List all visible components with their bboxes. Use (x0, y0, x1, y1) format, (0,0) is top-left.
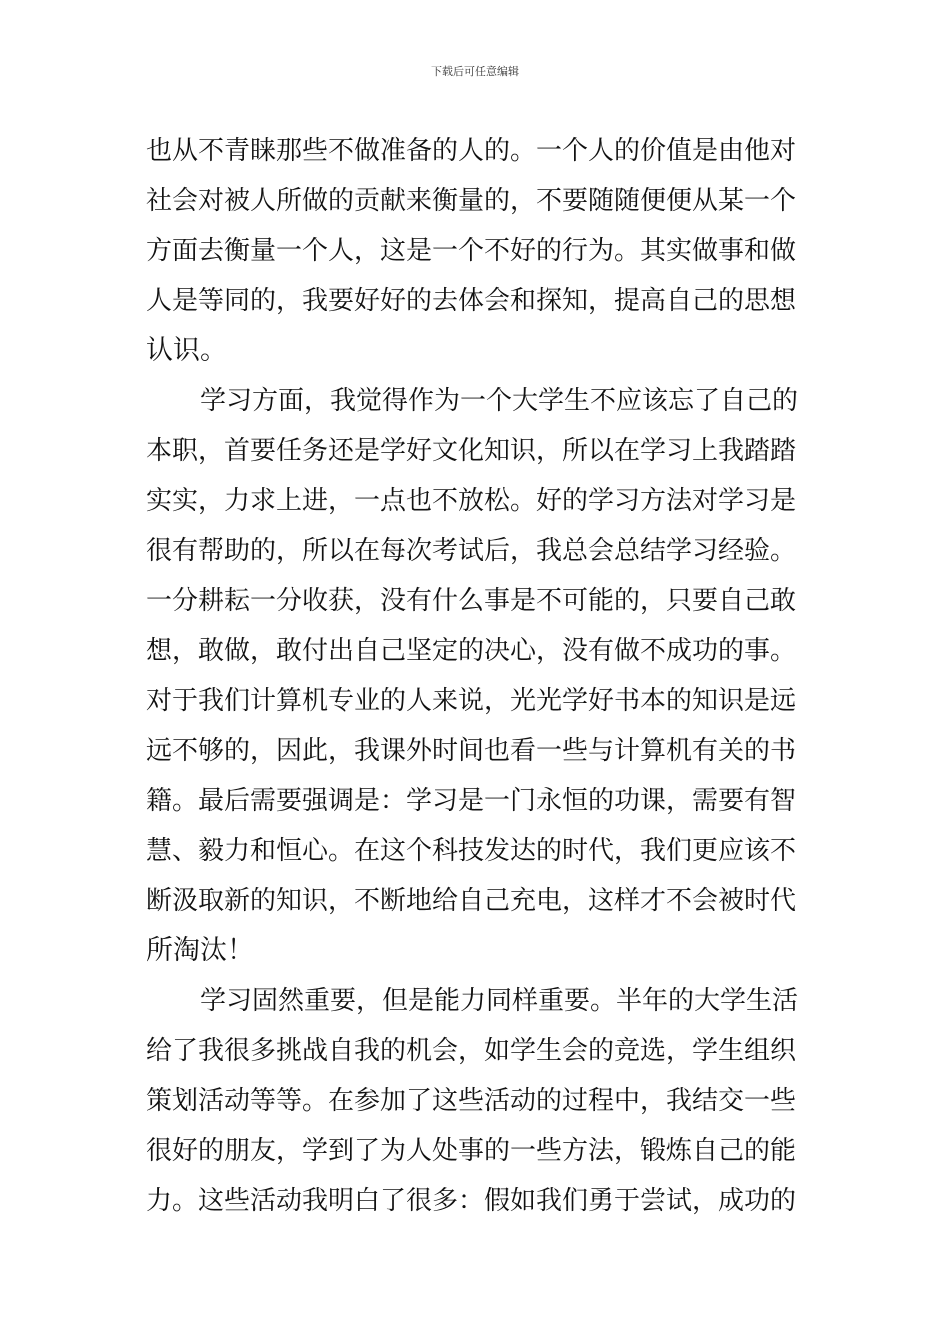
page-header: 下载后可任意编辑 (431, 65, 519, 78)
text-line: 认识。 (146, 335, 227, 366)
text-line: 对于我们计算机专业的人来说，光光学好书本的知识是远 (146, 686, 797, 716)
text-line: 方面去衡量一个人，这是一个不好的行为。其实做事和做 (146, 236, 797, 266)
text-line: 一分耕耘一分收获，没有什么事是不可能的，只要自己敢 (146, 586, 797, 616)
text-line: 学习方面，我觉得作为一个大学生不应该忘了自己的 (200, 386, 799, 416)
text-line: 学习固然重要，但是能力同样重要。半年的大学生活 (200, 986, 799, 1016)
text-line: 力。这些活动我明白了很多：假如我们勇于尝试，成功的 (146, 1186, 797, 1216)
text-line: 籍。最后需要强调是：学习是一门永恒的功课，需要有智 (146, 786, 797, 816)
text-line: 慧、毅力和恒心。在这个科技发达的时代，我们更应该不 (146, 836, 797, 866)
text-line: 断汲取新的知识，不断地给自己充电，这样才不会被时代 (146, 886, 797, 916)
text-line: 实实，力求上进，一点也不放松。好的学习方法对学习是 (146, 486, 797, 516)
text-line: 很有帮助的，所以在每次考试后，我总会总结学习经验。 (146, 536, 797, 566)
text-line: 人是等同的，我要好好的去体会和探知，提高自己的思想 (146, 286, 797, 316)
text-line: 社会对被人所做的贡献来衡量的，不要随随便便从某一个 (146, 186, 797, 216)
text-line: 给了我很多挑战自我的机会，如学生会的竞选，学生组织 (146, 1036, 797, 1066)
text-line: 所淘汰！ (146, 935, 254, 966)
text-line: 远不够的，因此，我课外时间也看一些与计算机有关的书 (146, 736, 797, 766)
text-line: 想，敢做，敢付出自己坚定的决心，没有做不成功的事。 (146, 636, 797, 666)
text-line: 本职，首要任务还是学好文化知识，所以在学习上我踏踏 (146, 436, 797, 466)
text-line: 很好的朋友，学到了为人处事的一些方法，锻炼自己的能 (146, 1136, 797, 1166)
text-line: 也从不青睐那些不做准备的人的。一个人的价值是由他对 (146, 136, 797, 166)
document-body (146, 126, 806, 1226)
text-line: 策划活动等等。在参加了这些活动的过程中，我结交一些 (146, 1086, 797, 1116)
